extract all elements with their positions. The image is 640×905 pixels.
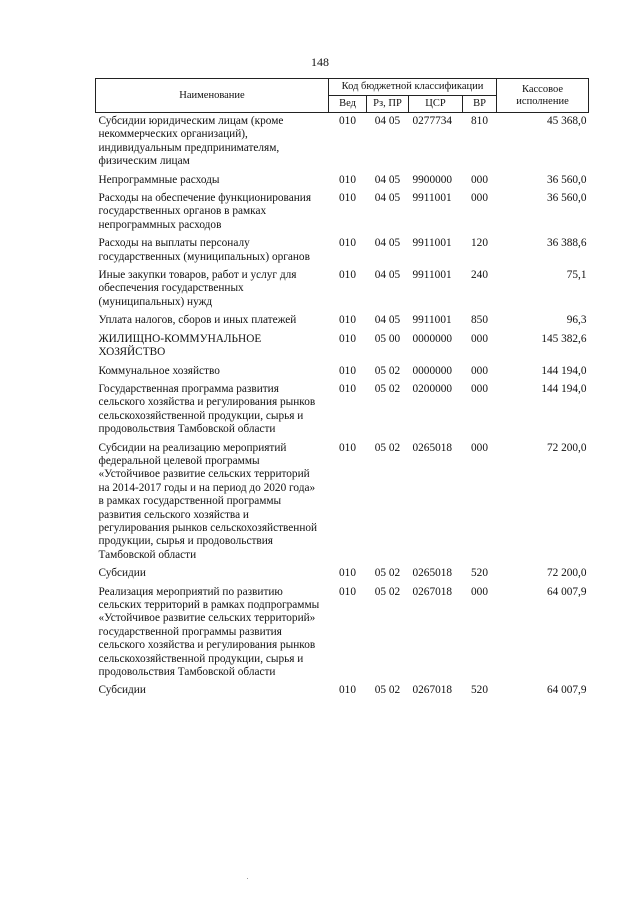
row-name: Расходы на обеспечение функционирования государственных органов в рамках непрограммных расходов — [98, 192, 312, 231]
row-name: ЖИЛИЩНО-КОММУНАЛЬНОЕ ХОЗЯЙСТВО — [98, 332, 262, 359]
row-ved: 010 — [339, 684, 356, 697]
row-name: Субсидии — [98, 567, 146, 580]
row-vr: 000 — [471, 441, 488, 454]
row-name: Коммунальное хозяйство — [98, 364, 220, 377]
row-name: Государственная программа развития сельского хозяйства и регулирования рынков сельскохозяйственной продукции, сырья и продовольствия Тамбовской области — [98, 382, 316, 436]
header-rz-pr: Рз, ПР — [367, 96, 409, 113]
row-csr: 0265018 — [412, 567, 453, 580]
row-vr: 850 — [471, 314, 488, 327]
table-row — [96, 584, 589, 683]
row-rz-pr: 04 05 — [374, 173, 401, 186]
row-name: Непрограммные расходы — [98, 173, 220, 186]
row-rz-pr: 05 02 — [374, 585, 401, 598]
row-name: Иные закупки товаров, работ и услуг для обеспечения государственных (муниципальных) нужд — [98, 269, 297, 308]
page-number: 148 — [311, 55, 329, 69]
row-rz-pr: 04 05 — [374, 192, 401, 205]
row-ved: 010 — [339, 192, 356, 205]
row-vr: 520 — [471, 684, 488, 697]
row-amount: 64 007,9 — [546, 585, 587, 598]
row-rz-pr: 05 02 — [374, 567, 401, 580]
row-ved: 010 — [339, 332, 356, 345]
row-ved: 010 — [339, 269, 356, 282]
row-amount: 36 560,0 — [546, 192, 587, 205]
row-name: Субсидии — [98, 684, 146, 697]
row-vr: 000 — [471, 332, 488, 345]
row-ved: 010 — [339, 441, 356, 454]
row-rz-pr: 05 00 — [374, 332, 401, 345]
row-ved: 010 — [339, 567, 356, 580]
row-amount: 64 007,9 — [546, 684, 587, 697]
row-ved: 010 — [339, 314, 356, 327]
row-amount: 96,3 — [566, 314, 587, 327]
row-rz-pr: 04 05 — [374, 237, 401, 250]
row-vr: 000 — [471, 173, 488, 186]
row-amount: 72 200,0 — [546, 441, 587, 454]
row-amount: 145 382,6 — [541, 332, 587, 345]
row-csr: 0000000 — [412, 364, 453, 377]
row-amount: 36 560,0 — [546, 173, 587, 186]
row-rz-pr: 04 05 — [374, 115, 401, 127]
row-name: Уплата налогов, сборов и иных платежей — [98, 314, 297, 327]
row-vr: 120 — [471, 237, 488, 250]
row-vr: 000 — [471, 382, 488, 395]
table-row — [96, 363, 589, 381]
table-row — [96, 267, 589, 312]
scan-speck — [247, 878, 248, 879]
row-name: Субсидии юридическим лицам (кроме некоммерческих организаций), индивидуальным предпринимателям, физическим лицам — [98, 115, 284, 168]
row-rz-pr: 05 02 — [374, 441, 401, 454]
row-vr: 810 — [471, 115, 488, 127]
row-amount: 144 194,0 — [541, 364, 587, 377]
header-budget-classification: Код бюджетной классификации — [329, 79, 497, 96]
row-amount: 144 194,0 — [541, 382, 587, 395]
budget-table — [95, 78, 589, 701]
row-csr: 0265018 — [412, 441, 453, 454]
table-row — [96, 190, 589, 235]
row-rz-pr: 04 05 — [374, 314, 401, 327]
table-row — [96, 113, 589, 172]
row-amount: 45 368,0 — [546, 115, 587, 127]
table-row — [96, 682, 589, 700]
row-csr: 9911001 — [412, 237, 452, 250]
table-row — [96, 312, 589, 330]
row-name: Реализация мероприятий по развитию сельских территорий в рамках подпрограммы «Устойчивое развитие сельских территорий» государственной программы развития сельского хозяйства и регулирования рынков сельскохозяйственной продукции, сырья и продовольствия Тамбовской области — [98, 585, 320, 679]
row-csr: 0267018 — [412, 585, 453, 598]
header-csr: ЦСР — [409, 96, 463, 113]
table-row — [96, 235, 589, 267]
header-name: Наименование — [96, 79, 329, 113]
row-ved: 010 — [339, 364, 356, 377]
row-csr: 0200000 — [412, 382, 453, 395]
row-ved: 010 — [339, 585, 356, 598]
table-row — [96, 440, 589, 566]
row-rz-pr: 05 02 — [374, 364, 401, 377]
row-ved: 010 — [339, 382, 356, 395]
row-rz-pr: 04 05 — [374, 269, 401, 282]
row-rz-pr: 05 02 — [374, 684, 401, 697]
row-csr: 9911001 — [412, 192, 452, 205]
row-csr: 9911001 — [412, 314, 452, 327]
row-amount: 72 200,0 — [546, 567, 587, 580]
row-ved: 010 — [339, 237, 356, 250]
table-header — [96, 79, 589, 113]
table-row — [96, 172, 589, 190]
header-vr: ВР — [463, 96, 497, 113]
row-ved: 010 — [339, 115, 356, 127]
table-row — [96, 331, 589, 363]
row-csr: 9900000 — [412, 173, 453, 186]
table-row — [96, 381, 589, 440]
row-vr: 000 — [471, 192, 488, 205]
row-rz-pr: 05 02 — [374, 382, 401, 395]
row-amount: 75,1 — [566, 269, 587, 282]
row-name: Расходы на выплаты персоналу государственных (муниципальных) органов — [98, 237, 310, 263]
table-row — [96, 565, 589, 583]
row-vr: 000 — [471, 585, 488, 598]
row-vr: 000 — [471, 364, 488, 377]
row-csr: 9911001 — [412, 269, 452, 282]
row-csr: 0277734 — [412, 115, 453, 127]
row-amount: 36 388,6 — [546, 237, 587, 250]
header-ved: Вед — [329, 96, 367, 113]
header-cash-execution: Кассовое исполнение — [497, 79, 589, 113]
row-vr: 520 — [471, 567, 488, 580]
row-ved: 010 — [339, 173, 356, 186]
row-csr: 0000000 — [412, 332, 453, 345]
row-name: Субсидии на реализацию мероприятий федеральной целевой программы «Устойчивое развитие сельских территорий на 2014-2017 годы и на период до 2020 года» в рамках государственной программы развития сельского хозяйства и регулирования рынков сельскохозяйственной продукции, сырья и продовольствия Тамбовской области — [98, 441, 318, 561]
row-vr: 240 — [471, 269, 488, 282]
row-csr: 0267018 — [412, 684, 453, 697]
